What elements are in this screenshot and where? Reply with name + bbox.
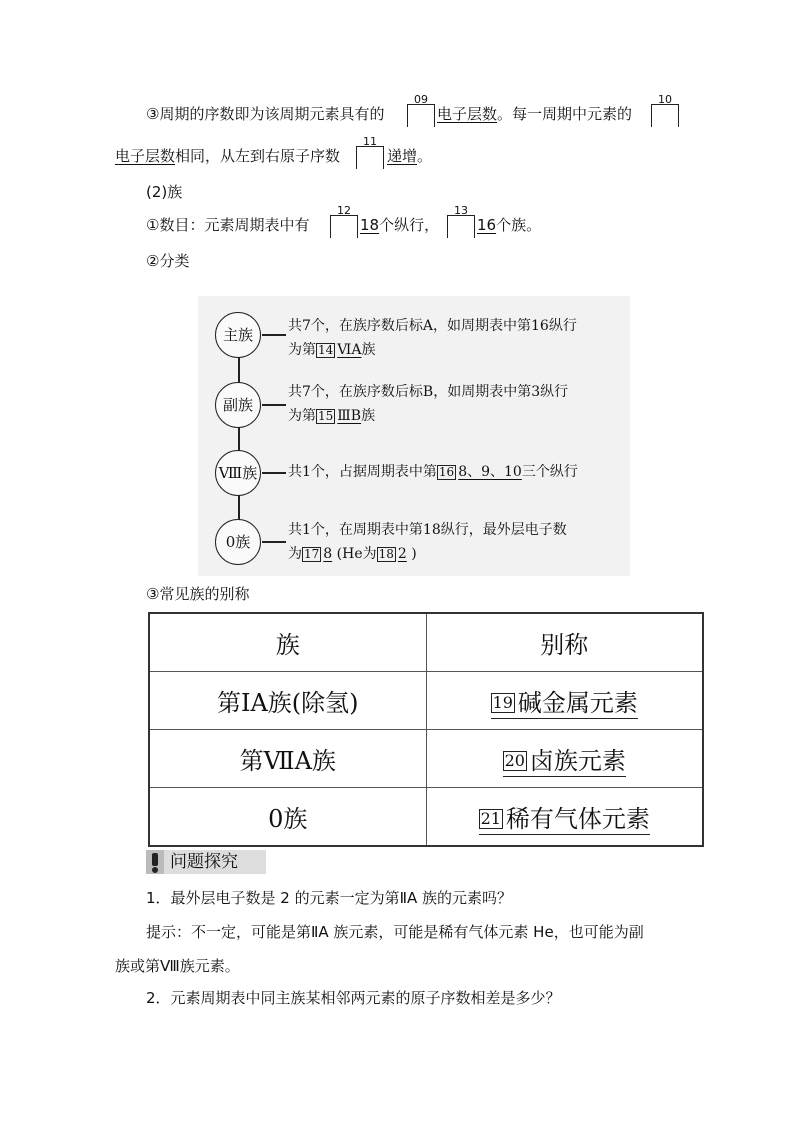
cell-group: 0族 bbox=[149, 788, 426, 847]
connector-2 bbox=[262, 404, 286, 406]
table-row bbox=[149, 672, 703, 730]
answer-box-14: 14 bbox=[318, 343, 334, 357]
group-count-text-c: 个族。 bbox=[496, 216, 542, 234]
cell-alias bbox=[426, 788, 703, 847]
cell-alias bbox=[426, 730, 703, 788]
group-count-a: ①数目：元素周期表中有 bbox=[146, 216, 310, 234]
group-heading: (2)族 bbox=[146, 183, 183, 201]
answer-number: 09 bbox=[414, 93, 428, 106]
node-sub-desc bbox=[288, 380, 568, 428]
answer-box-10 bbox=[651, 93, 679, 127]
exclamation-icon bbox=[152, 853, 158, 873]
node-zero-desc bbox=[288, 518, 567, 566]
period-line-1 bbox=[146, 104, 384, 124]
table-header-row bbox=[149, 613, 703, 672]
group-classification-diagram bbox=[198, 296, 630, 576]
node-group-zero: 0族 bbox=[215, 519, 261, 565]
answer-2: 2 bbox=[397, 546, 407, 562]
alias-value: 卤族元素 bbox=[529, 747, 626, 775]
inquiry-badge bbox=[146, 848, 268, 876]
connector-1 bbox=[262, 334, 286, 336]
answer-box-12 bbox=[330, 204, 358, 238]
group-alias-table bbox=[148, 612, 704, 847]
node-zero-line2: 为 17 8 (He为 18 2 ) bbox=[288, 546, 417, 562]
hint-line-1: 提示：不一定，可能是第ⅡA 族元素，可能是稀有气体元素 He，也可能为副 bbox=[146, 923, 644, 941]
answer-box-16: 16 bbox=[438, 465, 455, 479]
answer-increase: 递增 bbox=[387, 147, 418, 165]
answer-16: 16 bbox=[477, 216, 497, 234]
answer-electron-shells-2: 电子层数 bbox=[115, 147, 176, 165]
answer-18: 18 bbox=[360, 216, 380, 234]
question-2: 2．元素周期表中同主族某相邻两元素的原子序数相差是多少？ bbox=[146, 989, 561, 1007]
answer-box-15: 15 bbox=[318, 409, 334, 423]
node-sub-line1: 共7个，在族序数后标B，如周期表中第3纵行 bbox=[288, 384, 569, 400]
question-1: 1．最外层电子数是 2 的元素一定为第ⅡA 族的元素吗？ bbox=[146, 889, 513, 907]
group-count-c bbox=[477, 215, 541, 235]
connector-4 bbox=[262, 541, 286, 543]
node-main-line1: 共7个，在族序数后标A，如周期表中第16纵行 bbox=[288, 318, 577, 334]
hint-line-2: 族或第Ⅷ族元素。 bbox=[115, 957, 240, 975]
answer-number: 10 bbox=[658, 93, 672, 106]
cell-group: 第ⅦA族 bbox=[149, 730, 426, 788]
cell-alias bbox=[426, 672, 703, 730]
answer-number: 13 bbox=[454, 204, 468, 217]
node-zero-line1: 共1个，在周期表中第18纵行，最外层电子数 bbox=[288, 522, 567, 538]
answer-box-20: 20 bbox=[504, 751, 525, 770]
answer-number: 12 bbox=[337, 204, 351, 217]
inquiry-badge-label: 问题探究 bbox=[170, 852, 238, 872]
group-count-text-b: 个纵行， bbox=[379, 216, 440, 234]
period-text-a: ③周期的序数即为该周期元素具有的 bbox=[146, 105, 385, 123]
answer-box-18: 18 bbox=[378, 547, 394, 561]
answer-box-11 bbox=[356, 135, 384, 169]
node-main-group: 主族 bbox=[215, 312, 261, 358]
period-line-2b bbox=[387, 146, 432, 166]
answer-via: ⅥA bbox=[337, 342, 362, 358]
period-line-2 bbox=[115, 146, 340, 166]
period-text-d: 。 bbox=[417, 147, 433, 165]
period-line-1b bbox=[437, 104, 632, 124]
alias-value: 稀有气体元素 bbox=[505, 805, 650, 833]
table-row bbox=[149, 730, 703, 788]
header-group: 族 bbox=[149, 613, 426, 672]
answer-number: 11 bbox=[363, 135, 377, 148]
node-main-desc bbox=[288, 314, 577, 362]
group-count-b bbox=[360, 215, 439, 235]
answer-electron-shells: 电子层数 bbox=[437, 105, 498, 123]
answer-iiib: ⅢB bbox=[337, 408, 362, 424]
period-text-c: 相同，从左到右原子序数 bbox=[175, 147, 341, 165]
answer-box-13 bbox=[447, 204, 475, 238]
answer-box-17: 17 bbox=[304, 547, 320, 561]
answer-8: 8 bbox=[323, 546, 333, 562]
node-viii-desc bbox=[288, 460, 578, 484]
header-alias: 别称 bbox=[426, 613, 703, 672]
alias-heading: ③常见族的别称 bbox=[146, 585, 250, 603]
cell-group: 第ⅠA族(除氢) bbox=[149, 672, 426, 730]
period-text-b: 。每一周期中元素的 bbox=[497, 105, 633, 123]
connector-3 bbox=[262, 472, 286, 474]
node-sub-group: 副族 bbox=[215, 382, 261, 428]
node-sub-line2: 为第 15 ⅢB族 bbox=[288, 408, 376, 424]
group-classify: ②分类 bbox=[146, 252, 190, 270]
answer-box-19: 19 bbox=[492, 693, 513, 712]
answer-box-09 bbox=[407, 93, 435, 127]
node-viii-line1: 共1个，占据周期表中第 16 8、9、10三个纵行 bbox=[288, 464, 578, 480]
alias-value: 碱金属元素 bbox=[517, 689, 638, 717]
node-main-line2: 为第 14 ⅥA族 bbox=[288, 342, 376, 358]
table-row bbox=[149, 788, 703, 847]
answer-box-21: 21 bbox=[480, 809, 501, 828]
node-group-viii: Ⅷ族 bbox=[215, 450, 261, 496]
answer-columns: 8、9、10 bbox=[458, 464, 522, 480]
